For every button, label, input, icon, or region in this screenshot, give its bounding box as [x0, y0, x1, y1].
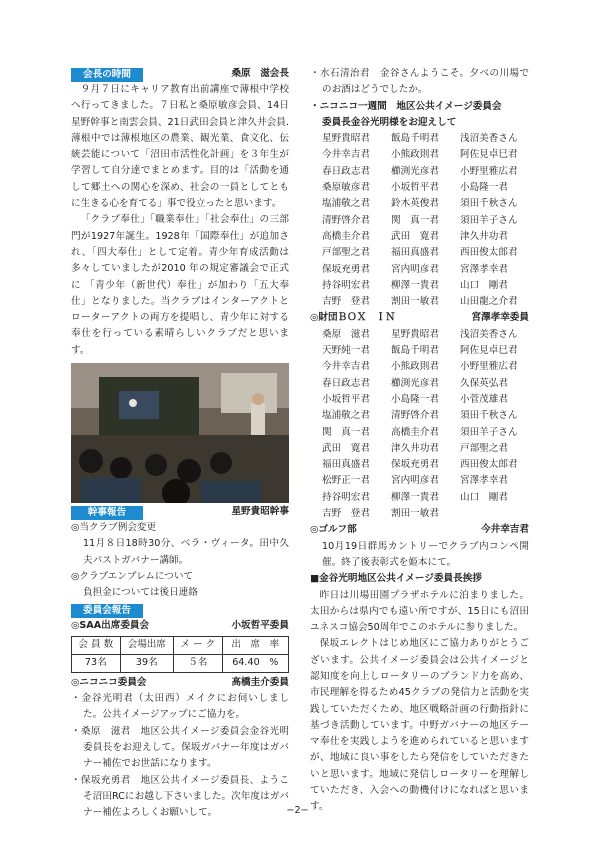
member-name: 春日政志君	[322, 377, 370, 389]
nico-title: ◎ニコニコ委員会	[71, 676, 147, 688]
table-cell: 会場出席	[120, 636, 173, 654]
box-heading	[310, 310, 529, 326]
member-name: 宮澤孝幸君	[460, 475, 508, 487]
table-cell: ５名	[173, 654, 222, 672]
member-name: 割田一敏君	[391, 508, 439, 520]
page-number: −2−	[286, 805, 309, 816]
member-name: 福田真盛君	[391, 247, 439, 259]
member-name: 戸部聖之君	[322, 247, 370, 259]
member-name: 武田 寛君	[391, 230, 439, 242]
member-name: 吉野 登君	[322, 296, 370, 308]
right-column	[310, 66, 529, 816]
paragraph: 「クラブ奉仕」「職業奉仕」「社会奉仕」の三部門が1927年誕生。1928年「国際奉仕」が追加され、「四大奉仕」として定着。青少年育成活動は多々していましたが2010 年の規定審議会で正式に 「青少年（新世代）奉仕」が加わり「五大奉仕」となりました。当クラブはインターアクトとローターアクトの両方を提唱し、青少年に対する奉仕を行っている素晴らしいクラブだと思います。	[71, 214, 289, 356]
author-name: 小坂哲平委員	[231, 619, 289, 631]
member-name: 柳澤一貴君	[391, 491, 439, 503]
member-name: 武田 寛君	[322, 442, 370, 454]
saa-title: ◎SAA出席委員会	[71, 619, 150, 631]
member-name: 小島隆一君	[460, 182, 508, 194]
member-name: 宮内明彦君	[391, 475, 439, 487]
author-name: 今井幸吉君	[481, 524, 529, 536]
member-name: 津久井功君	[460, 230, 508, 242]
member-name: 西田俊太郎君	[460, 459, 518, 471]
list-item: ・保坂充勇君 地区公共イメージ委員長、ようこそ沼田RCにお越し下さいました。次年度はガバナー補佐よろしくお願いして。	[71, 774, 289, 819]
member-name: 櫛渕光彦君	[391, 165, 439, 177]
member-name: 持谷明宏君	[322, 279, 370, 291]
week-title: ・ニコニコ一週間 地区公共イメージ委員会	[310, 100, 502, 112]
table-cell: 39名	[120, 654, 173, 672]
report-detail: 11月８日18時30分、ベラ・ヴィータ。田中久夫パストガバナー講師。	[83, 538, 289, 566]
member-name: 松野正一君	[322, 475, 370, 487]
saa-heading	[71, 618, 289, 634]
author-name: 宮澤孝幸委員	[471, 312, 529, 324]
report-detail: 負担金については後日連絡	[83, 587, 198, 599]
member-name: 飯島千明君	[391, 133, 439, 145]
report-item: ◎クラブエンブレムについて	[71, 570, 194, 582]
member-name: 福田真盛君	[322, 459, 370, 471]
president-header	[71, 66, 289, 82]
member-name: 関 真一君	[322, 426, 370, 438]
secretary-header	[71, 504, 289, 520]
member-name: 天野純一君	[322, 345, 370, 357]
table-cell: メ ー ク	[173, 636, 222, 654]
member-name: 小坂哲平君	[322, 393, 370, 405]
section-tag: 委員会報告	[71, 604, 143, 618]
member-name: 戸部聖之君	[460, 442, 508, 454]
member-name: 西田俊太郎君	[460, 247, 518, 259]
attendance-table	[71, 636, 289, 673]
list-item: ・金谷光明君（太田西）メイクにお伺いしました。公共イメージアップにご協力を。	[71, 693, 289, 721]
paragraph: 昨日は川場田園プラザホテルに泊まりました。太田からは県内でも遠い所ですが、15日にも沼田ユネスコ協会50周年でこのホテルに参りました。	[310, 589, 529, 634]
paragraph: ９月７日にキャリア教育出前講座で薄根中学校へ行ってきました。７日私と桑原敏彦会員、14日星野幹事と南雲会員、21日武田会員と津久井会員.薄根中では薄根地区の農業、観光業、食文化、伝統芸能について「沼田市活性化計画」を３年生が学習して自分達でまとめます。目的は「活動を通して郷土への関心を深め、社会の一員としてともに生きる心を育てる」事で役立ったと思います。	[71, 84, 289, 210]
nico-heading	[71, 675, 289, 691]
member-name: 今井幸吉君	[322, 361, 370, 373]
member-name: 桑原 滋君	[322, 328, 370, 340]
section-tag: 会長の時間	[71, 68, 143, 82]
table-cell: 出 席 率	[222, 636, 288, 654]
table-cell: 会 員 数	[72, 636, 121, 654]
member-name: 須田千秋さん	[460, 198, 518, 210]
member-name: 保坂充勇君	[322, 263, 370, 275]
name-grid	[310, 327, 529, 523]
member-name: 塩浦敬之君	[322, 198, 370, 210]
member-name: 清野啓介君	[322, 214, 370, 226]
list-item: ・桑原 滋君 地区公共イメージ委員会金谷光明委員長をお迎えして。保坂ガバナー年度はガバナー補佐でお世話になります。	[71, 725, 289, 770]
member-name: 高橋圭介君	[391, 426, 439, 438]
member-name: 櫛渕光彦君	[391, 377, 439, 389]
member-name: 小野里雅広君	[460, 361, 518, 373]
table-cell: 73名	[72, 654, 121, 672]
member-name: 浅沼美香さん	[460, 328, 518, 340]
member-name: 清野啓介君	[391, 410, 439, 422]
section-tag: 幹事報告	[71, 506, 143, 520]
classroom-photo	[71, 363, 289, 503]
author-name: 桑原 滋会長	[231, 67, 289, 79]
member-name: 須田羊子さん	[460, 426, 518, 438]
member-name: 桑原敏彦君	[322, 182, 370, 194]
member-name: 関 真一君	[391, 214, 439, 226]
member-name: 小坂哲平君	[391, 182, 439, 194]
member-name: 柳澤一貴君	[391, 279, 439, 291]
table-cell: 64.40 %	[222, 654, 288, 672]
paragraph: 10月19日群馬カントリーでクラブ内コンペ開催。終了後表彰式を姫本にて。	[322, 540, 529, 568]
member-name: 津久井功君	[391, 442, 439, 454]
member-name: 小野里雅広君	[460, 165, 518, 177]
golf-title: ◎ゴルフ部	[310, 524, 357, 536]
member-name: 山口 剛君	[460, 491, 508, 503]
paragraph: 保坂エレクトはじめ地区にご協力ありがとうございます。公共イメージ委員会は公共イメージと認知度を向上しロータリーのブランド力を高め、市民理解を得るため45クラブの発信力と活動を実践していただくため、地区戦略計画の行動指針に基づき活動しています。中野ガバナーの地区テーマ奉仕を実践しようを進められていると思いますが、地域に良い事をしたら発信をしていただきたいと思います。地域に発信しロータリーを理解していただき、入会への動機付けになればと思います。	[310, 638, 529, 813]
report-item: ◎当クラブ例会変更	[71, 522, 157, 534]
box-title: ◎財団ＢＯＸ ＩＮ	[310, 312, 396, 324]
member-name: 高橋圭介君	[322, 230, 370, 242]
member-name: 小菅茂雄君	[460, 393, 508, 405]
member-name: 須田羊子さん	[460, 214, 518, 226]
member-name: 阿佐見卓巳君	[460, 149, 518, 161]
author-name: 星野貴昭幹事	[231, 505, 289, 517]
member-name: 宮内明彦君	[391, 263, 439, 275]
member-name: 小熊政則君	[391, 149, 439, 161]
member-name: 小島隆一君	[391, 393, 439, 405]
greeting-title: ■金谷光明地区公共イメージ委員長挨拶	[310, 573, 482, 585]
member-name: 割田一敏君	[391, 296, 439, 308]
member-name: 春日政志君	[322, 165, 370, 177]
name-grid	[310, 131, 529, 310]
member-name	[460, 506, 529, 522]
member-name: 塩浦敬之君	[322, 410, 370, 422]
member-name: 須田千秋さん	[460, 410, 518, 422]
member-name: 小熊政則君	[391, 361, 439, 373]
member-name: 山口 剛君	[460, 279, 508, 291]
member-name: 持谷明宏君	[322, 491, 370, 503]
member-name: 吉野 登君	[322, 508, 370, 520]
member-name: 飯島千明君	[391, 345, 439, 357]
member-name: 今井幸吉君	[322, 149, 370, 161]
member-name: 久保英弘君	[460, 377, 508, 389]
member-name: 星野貴昭君	[391, 328, 439, 340]
member-name: 鈴木英俊君	[391, 198, 439, 210]
table-header-row	[72, 636, 289, 654]
golf-heading	[310, 522, 529, 538]
member-name: 保坂充勇君	[391, 459, 439, 471]
author-name: 高橋圭介委員	[231, 676, 289, 688]
member-name: 浅沼美香さん	[460, 133, 518, 145]
table-row	[72, 654, 289, 672]
member-name: 阿佐見卓巳君	[460, 345, 518, 357]
week-subtitle: 委員長金谷光明様をお迎えして	[322, 116, 457, 128]
list-item: ・水石清治君 金谷さんようこそ。夕べの川場でのお酒はどうでしたか。	[310, 68, 529, 96]
left-column	[71, 66, 289, 822]
member-name: 星野貴昭君	[322, 133, 370, 145]
committee-header	[71, 602, 289, 618]
member-name: 山田龍之介君	[460, 296, 518, 308]
member-name: 宮澤孝幸君	[460, 263, 508, 275]
